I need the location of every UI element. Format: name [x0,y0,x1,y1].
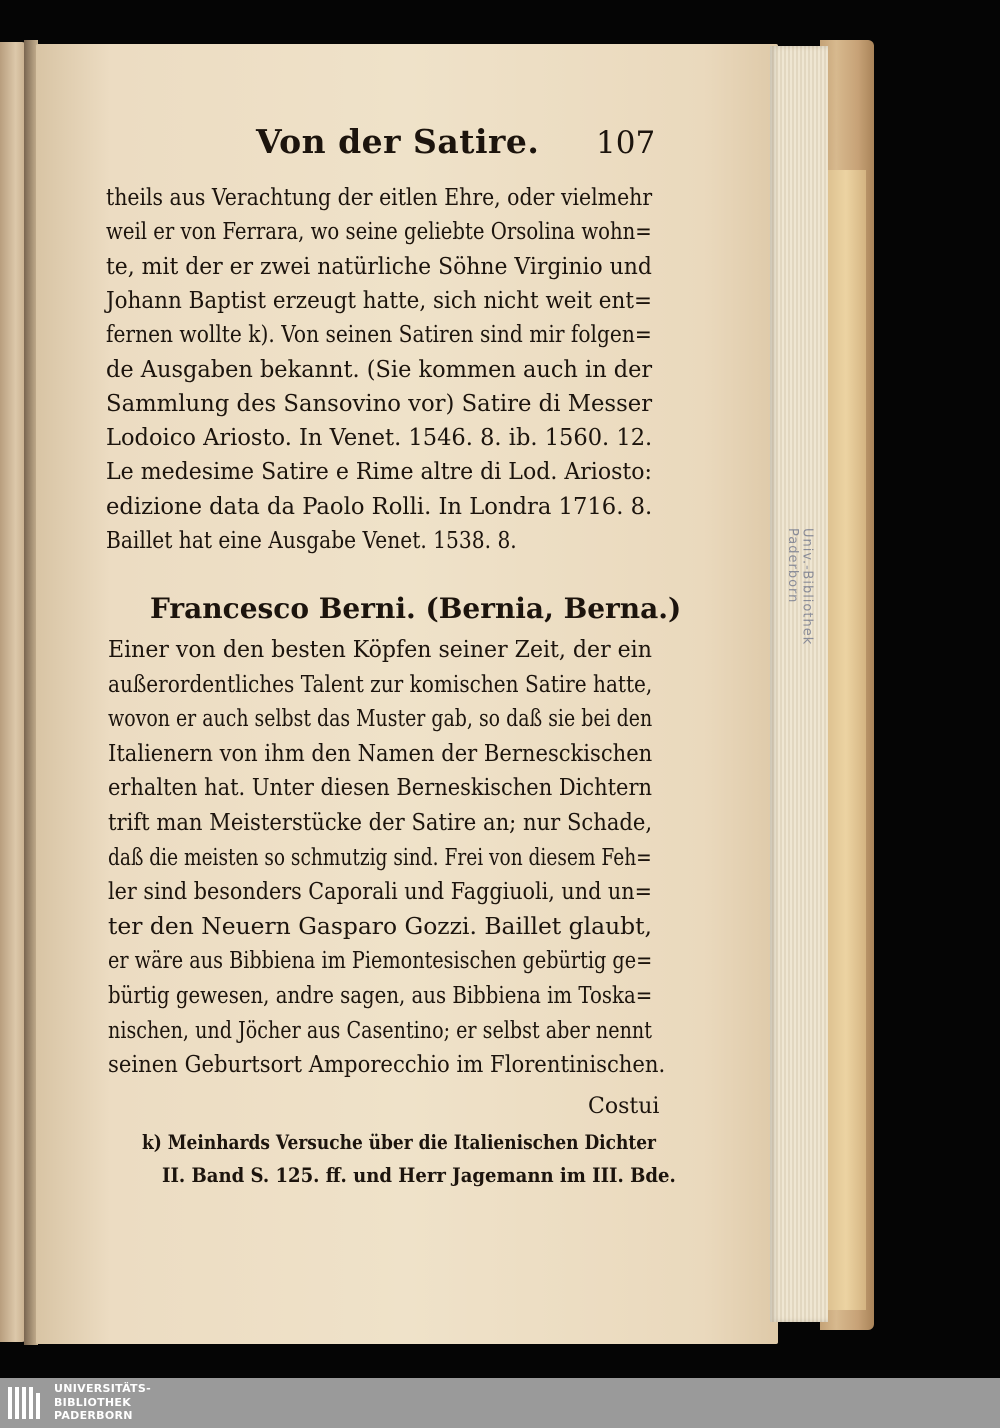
footer-line-3: PADERBORN [54,1409,133,1422]
library-stamp-text: Univ.-Bibliothek Paderborn [785,528,815,646]
text-line: Le medesime Satire e Rime altre di Lod. Ariosto: [106,457,652,486]
text-line: trift man Meisterstücke der Satire an; nur Schade, [108,808,653,836]
text-line: theils aus Verachtung der eitlen Ehre, oder vielmehr [106,183,653,211]
library-stamp [784,528,814,718]
text-line: nischen, und Jöcher aus Casentino; er selbst aber nennt [108,1015,652,1044]
text-line: Einer von den besten Köpfen seiner Zeit, der ein [108,635,652,663]
text-line: Sammlung des Sansovino vor) Satire di Messer [106,388,653,417]
cover-spine-strip [826,170,866,1310]
library-logo-icon [6,1383,46,1423]
text-line: seinen Geburtsort Amporecchio im Florentinischen. [108,1050,666,1079]
text-line: er wäre aus Bibbiena im Piemontesischen gebürtig ge= [108,946,653,975]
footer-bar [0,1378,1000,1428]
text-line: ter den Neuern Gasparo Gozzi. Baillet glaubt, [108,911,652,940]
footer-label [54,1382,151,1423]
text-line: de Ausgaben bekannt. (Sie kommen auch in der [106,354,653,383]
footer-line-2: BIBLIOTHEK [54,1395,132,1409]
page-number: 107 [596,125,656,161]
section-heading: Francesco Berni. (Bernia, Berna.) [150,592,682,625]
text-line: erhalten hat. Unter diesen Berneskischen Dichtern [108,773,652,802]
text-line: Johann Baptist erzeugt hatte, sich nicht weit ent= [106,285,652,314]
footnote-line: II. Band S. 125. ff. und Herr Jagemann im III. Bde. [162,1163,676,1187]
text-line: edizione data da Paolo Rolli. In Londra 1716. 8. [106,491,653,520]
text-line: fernen wollte k). Von seinen Satiren sind mir folgen= [106,320,652,349]
footer-line-1: UNIVERSITÄTS- [54,1382,151,1395]
text-line: te, mit der er zwei natürliche Söhne Virginio und [106,251,652,280]
text-line: Italienern von ihm den Namen der Bernesckischen [108,738,653,767]
catchword: Costui [588,1094,660,1119]
footnote-line: k) Meinhards Versuche über die Italienischen Dichter [142,1130,656,1154]
facing-page-edge [0,42,26,1342]
text-line: daß die meisten so schmutzig sind. Frei von diesem Feh= [108,842,652,871]
text-line: außerordentliches Talent zur komischen Satire hatte, [108,669,653,698]
text-line: Lodoico Ariosto. In Venet. 1546. 8. ib. 1560. 12. [106,423,653,452]
text-line: wovon er auch selbst das Muster gab, so daß sie bei den [108,704,653,733]
running-head-title: Von der Satire. [256,122,540,161]
text-line: Baillet hat eine Ausgabe Venet. 1538. 8. [106,526,517,554]
text-line: ler sind besonders Caporali und Faggiuoli, und un= [108,877,652,906]
text-line: weil er von Ferrara, wo seine geliebte Orsolina wohn= [106,217,652,246]
text-line: bürtig gewesen, andre sagen, aus Bibbiena im Toska= [108,981,653,1009]
